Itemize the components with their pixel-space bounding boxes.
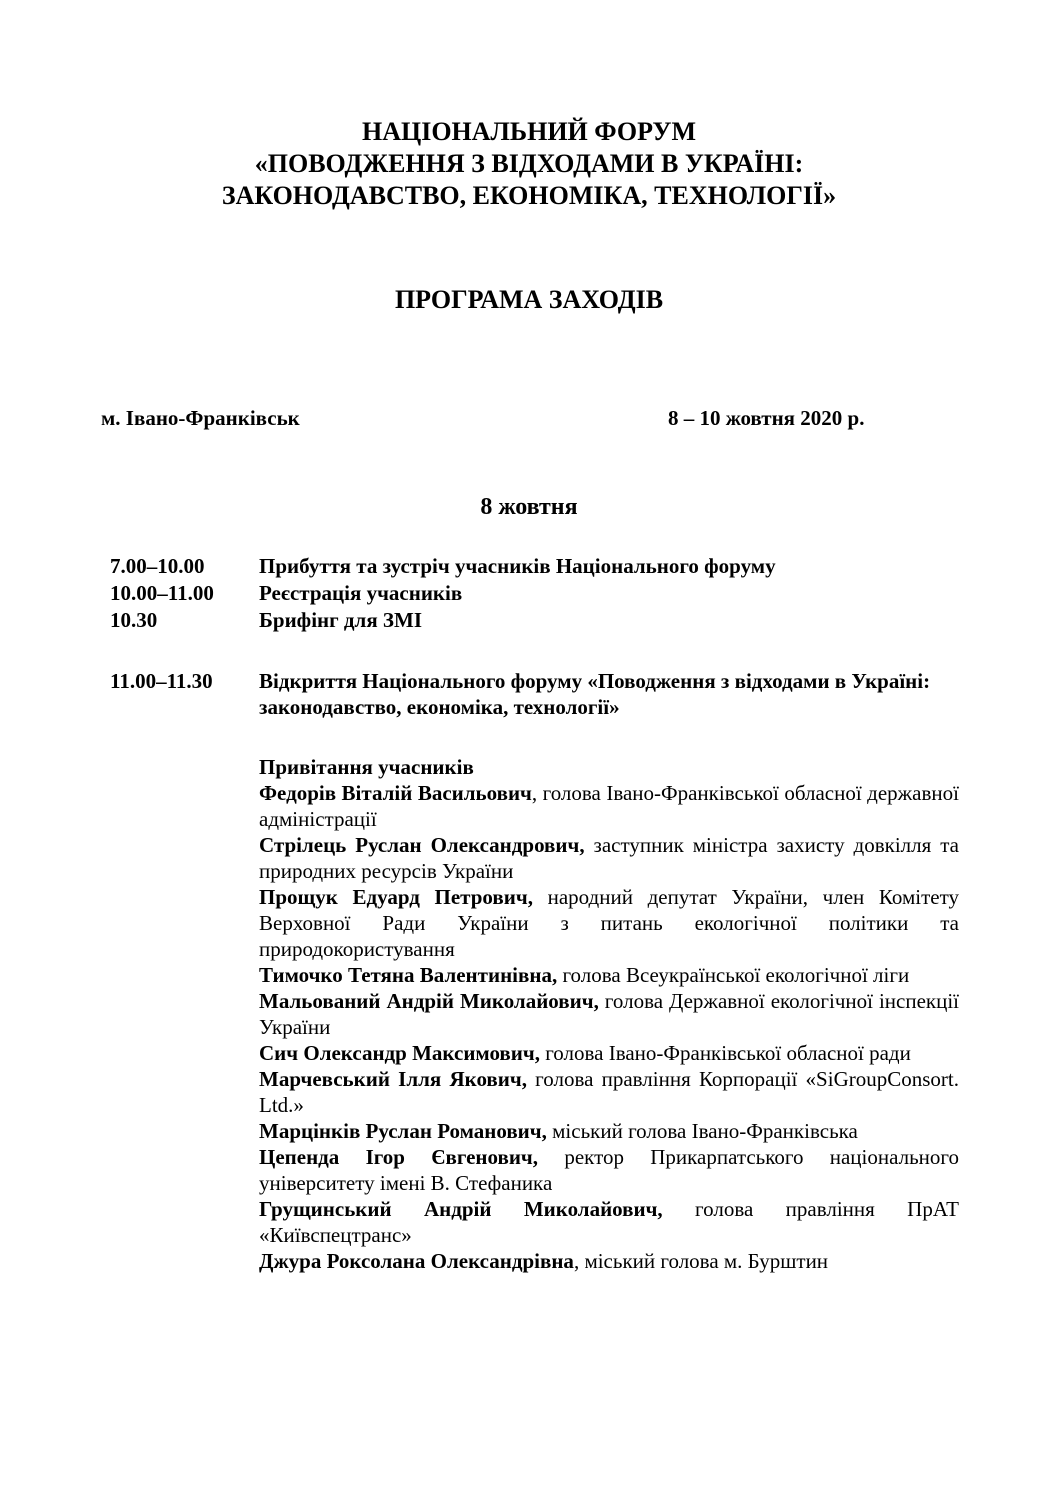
schedule-description: Відкриття Національного форуму «Поводження з відходами в Україні: законодавство, економіка, технології» — [259, 669, 931, 719]
speaker-entry — [259, 988, 959, 1040]
speaker-name: Прощук Едуард Петрович, — [259, 885, 533, 909]
schedule-time: 7.00–10.00 — [110, 554, 205, 578]
title-line-3: ЗАКОНОДАВСТВО, ЕКОНОМІКА, ТЕХНОЛОГІЇ» — [221, 181, 837, 210]
speaker-entry — [259, 1118, 959, 1144]
speaker-name: Марчевський Ілля Якович, — [259, 1067, 527, 1091]
speaker-name: Марцінків Руслан Романович, — [259, 1119, 547, 1143]
speaker-role: народний депутат України, член Комітету Верховної Ради України з питань екологічної політики та природокористування — [259, 885, 959, 961]
speaker-role: , міський голова м. Бурштин — [573, 1249, 829, 1273]
speaker-role: заступник міністра захисту довкілля та природних ресурсів України — [259, 833, 959, 883]
program-subtitle: ПРОГРАМА ЗАХОДІВ — [394, 285, 664, 314]
day-heading: 8 жовтня — [480, 494, 578, 520]
speaker-name: Цепенда Ігор Євгенович, — [259, 1145, 539, 1169]
speaker-entry — [259, 884, 959, 962]
greetings-title: Привітання учасників — [259, 755, 474, 779]
title-line-2: «ПОВОДЖЕННЯ З ВІДХОДАМИ В УКРАЇНІ: — [254, 149, 804, 178]
speaker-name: Федорів Віталій Васильович — [259, 781, 532, 805]
schedule-description: Реєстрація учасників — [259, 581, 463, 605]
speaker-name: Тимочко Тетяна Валентинівна, — [259, 963, 558, 987]
schedule-description: Брифінг для ЗМІ — [259, 608, 423, 632]
speaker-role: голова Державної екологічної інспекції України — [259, 989, 960, 1039]
speaker-role: міський голова Івано-Франківська — [546, 1119, 858, 1143]
speaker-name: Стрілець Руслан Олександрович, — [259, 833, 585, 857]
speaker-role: , голова Івано-Франківської обласної державної адміністрації — [259, 781, 959, 831]
speaker-role: голова правління ПрАТ «Київспецтранс» — [259, 1197, 959, 1247]
schedule-time: 11.00–11.30 — [110, 669, 213, 693]
speaker-name: Сич Олександр Максимович, — [259, 1041, 540, 1065]
speaker-role: ректор Прикарпатського національного університету імені В. Стефаника — [259, 1145, 960, 1195]
speaker-entry — [259, 1040, 959, 1066]
greetings-section — [259, 754, 959, 1274]
speaker-name: Мальований Андрій Миколайович, — [259, 989, 599, 1013]
schedule-description: Прибуття та зустріч учасників Національного форуму — [259, 554, 776, 578]
schedule-time: 10.00–11.00 — [110, 581, 214, 605]
speaker-name: Грущинський Андрій Миколайович, — [259, 1197, 663, 1221]
schedule-time: 10.30 — [110, 608, 158, 632]
speaker-name: Джура Роксолана Олександрівна — [259, 1249, 574, 1273]
speaker-entry — [259, 780, 959, 832]
forum-title — [0, 116, 1058, 212]
speaker-entry — [259, 1066, 959, 1118]
speaker-entry — [259, 1144, 959, 1196]
speaker-role: голова Івано-Франківської обласної ради — [539, 1041, 911, 1065]
speaker-entry — [259, 832, 959, 884]
event-location: м. Івано-Франківськ — [101, 406, 300, 430]
event-dates: 8 – 10 жовтня 2020 р. — [668, 406, 865, 430]
title-line-1: НАЦІОНАЛЬНИЙ ФОРУМ — [361, 117, 697, 146]
speaker-entry — [259, 962, 959, 988]
speaker-entry — [259, 1248, 959, 1274]
speaker-role: голова правління Корпорації «SiGroupConsort. Ltd.» — [259, 1067, 959, 1117]
speaker-entry — [259, 1196, 959, 1248]
speaker-role: голова Всеукраїнської екологічної ліги — [557, 963, 910, 987]
